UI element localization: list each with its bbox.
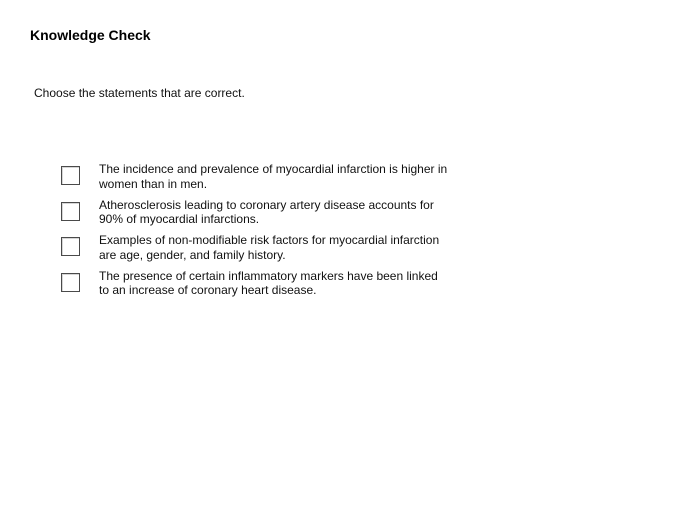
option-checkbox-3[interactable]: [61, 237, 80, 256]
option-item-3[interactable]: [61, 233, 461, 269]
instruction-text: Choose the statements that are correct.: [34, 86, 245, 100]
option-text-4[interactable]: The presence of certain inflammatory markers have been linked to an increase of coronary heart disease.: [99, 268, 438, 297]
option-checkbox-4[interactable]: [61, 273, 80, 292]
option-checkbox-2[interactable]: [61, 202, 80, 221]
options-list: [61, 162, 461, 304]
option-text-1[interactable]: The incidence and prevalence of myocardial infarction is higher in women than in men.: [99, 162, 448, 191]
option-item-1[interactable]: [61, 162, 461, 198]
option-text-3[interactable]: Examples of non-modifiable risk factors for myocardial infarction are age, gender, and family history.: [99, 233, 440, 262]
option-item-2[interactable]: [61, 198, 461, 234]
option-checkbox-1[interactable]: [61, 166, 80, 185]
option-item-4[interactable]: [61, 269, 461, 305]
option-text-2[interactable]: Atherosclerosis leading to coronary artery disease accounts for 90% of myocardial infarctions.: [99, 197, 434, 226]
page-title: Knowledge Check: [30, 27, 151, 43]
